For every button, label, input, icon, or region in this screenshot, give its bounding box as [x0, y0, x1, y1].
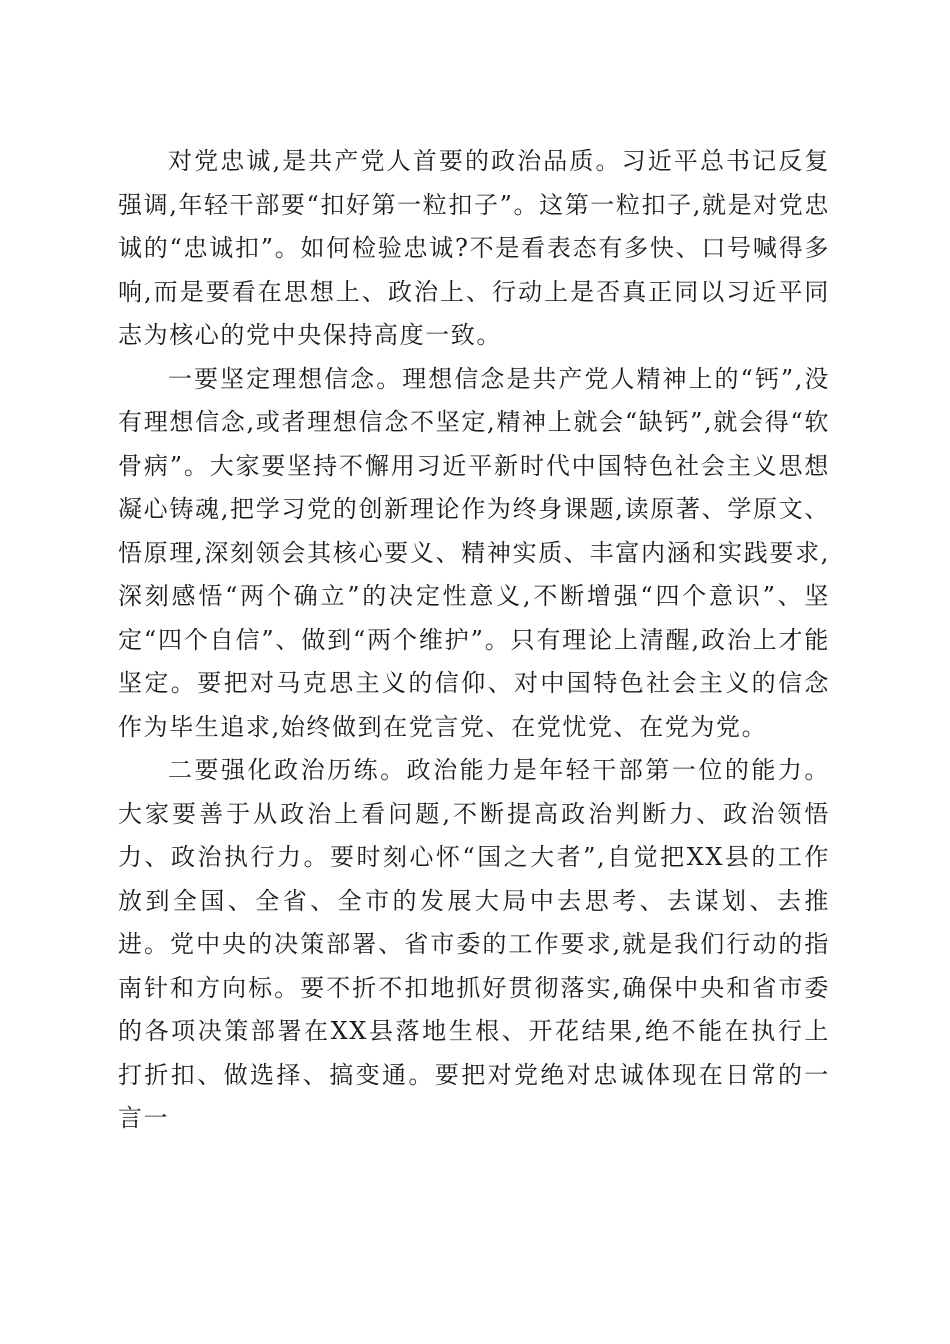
paragraph-political-training: 二要强化政治历练。政治能力是年轻干部第一位的能力。大家要善于从政治上看问题,不断提高政治判断力、政治领悟力、政治执行力。要时刻心怀“国之大者”,自觉把XX县的工作放到全国、全省、全市的发展大局中去思考、去谋划、去推进。党中央的决策部署、省市委的工作要求,就是我们行动的指南针和方向标。要不折不扣地抓好贯彻落实,确保中央和省市委的各项决策部署在XX县落地生根、开花结果,绝不能在执行上打折扣、做选择、搞变通。要把对党绝对忠诚体现在日常的一言一: [118, 756, 830, 1132]
paragraph-ideals-beliefs: 一要坚定理想信念。理想信念是共产党人精神上的“钙”,没有理想信念,或者理想信念不坚定,精神上就会“缺钙”,就会得“软骨病”。大家要坚持不懈用习近平新时代中国特色社会主义思想凝心铸魂,把学习党的创新理论作为终身课题,读原著、学原文、悟原理,深刻领会其核心要义、精神实质、丰富内涵和实践要求,深刻感悟“两个确立”的决定性意义,不断增强“四个意识”、坚定“四个自信”、做到“两个维护”。只有理论上清醒,政治上才能坚定。要把对马克思主义的信仰、对中国特色社会主义的信念作为毕生追求,始终做到在党言党、在党忧党、在党为党。: [118, 364, 830, 741]
paragraph-loyalty-intro: 对党忠诚,是共产党人首要的政治品质。习近平总书记反复强调,年轻干部要“扣好第一粒扣子”。这第一粒扣子,就是对党忠诚的“忠诚扣”。如何检验忠诚?不是看表态有多快、口号喊得多响,而是要看在思想上、政治上、行动上是否真正同以习近平同志为核心的党中央保持高度一致。: [118, 147, 830, 349]
document-body: [118, 140, 830, 1141]
